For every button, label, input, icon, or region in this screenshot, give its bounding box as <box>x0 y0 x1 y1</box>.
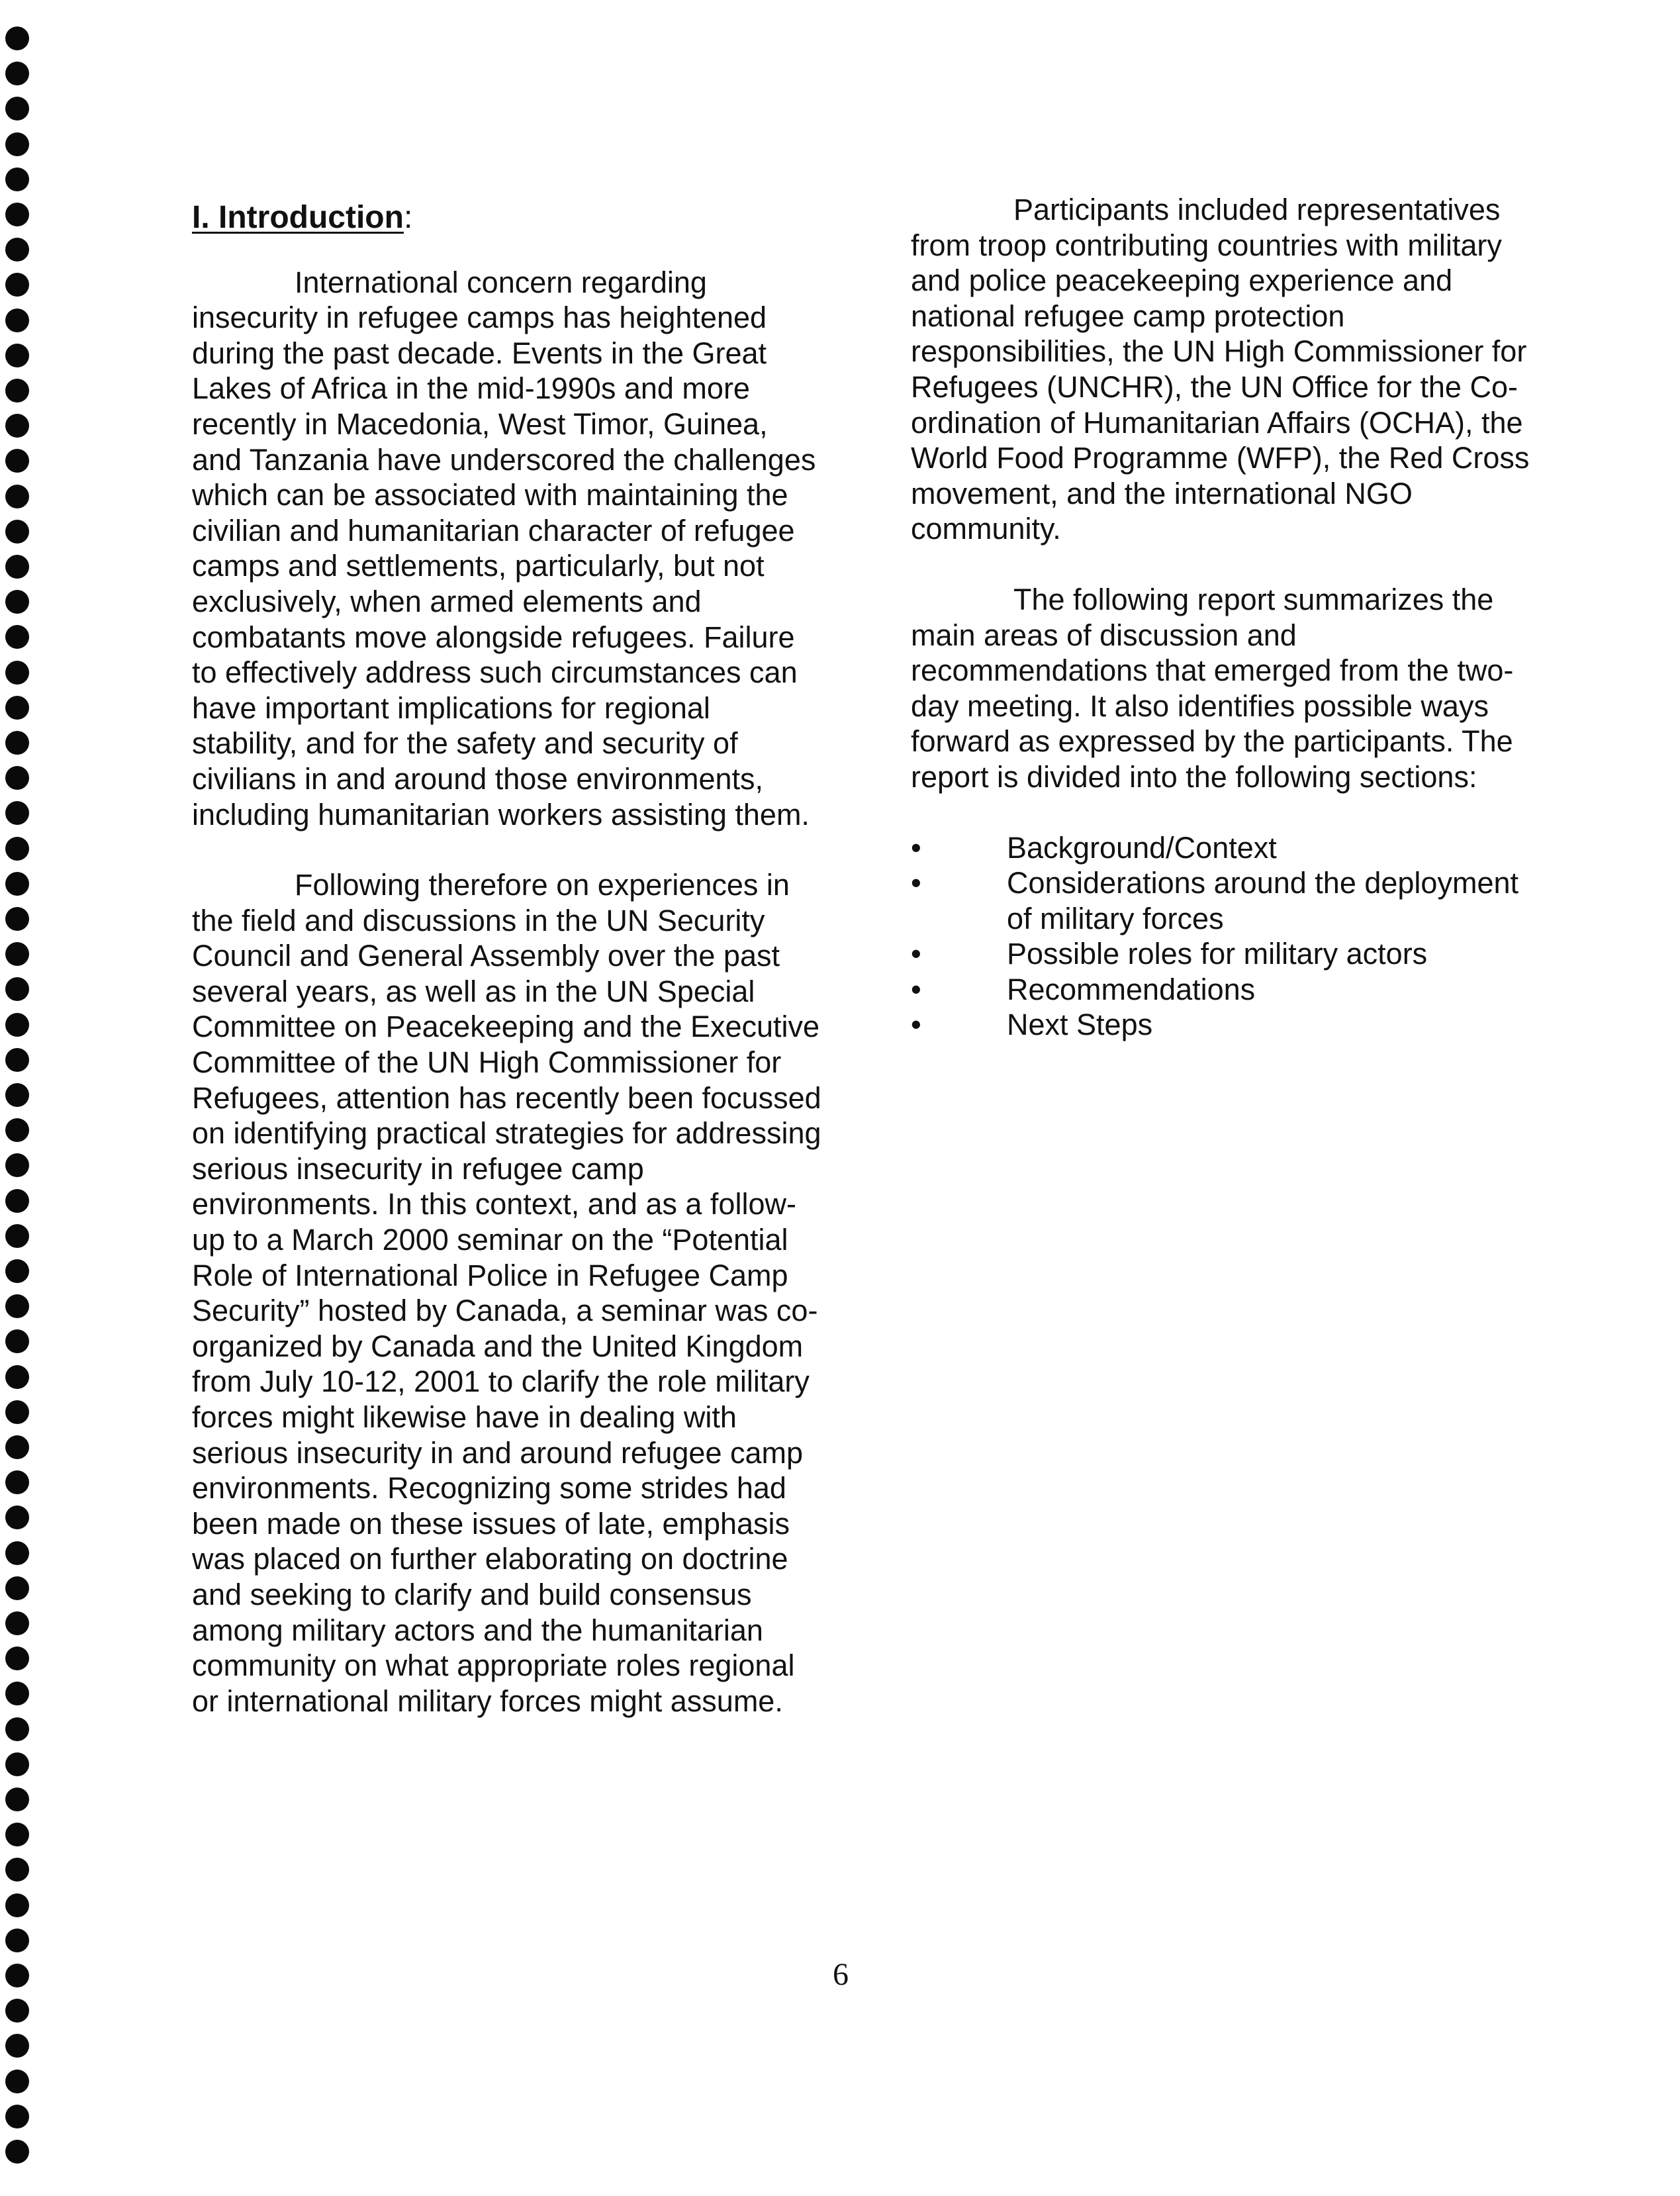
section-heading-colon: : <box>403 200 413 235</box>
binding-hole <box>5 309 29 332</box>
binding-hole <box>5 1294 29 1318</box>
binding-hole <box>5 1788 29 1811</box>
binding-hole <box>5 344 29 367</box>
bullet-icon: • <box>911 937 921 971</box>
list-item <box>911 972 1540 1008</box>
binding-hole <box>5 26 29 50</box>
binding-hole <box>5 97 29 120</box>
binding-hole <box>5 1329 29 1353</box>
binding-hole <box>5 555 29 579</box>
list-item <box>911 936 1540 972</box>
bullet-icon: • <box>911 972 921 1006</box>
bullet-icon: • <box>911 1008 921 1042</box>
bullet-icon: • <box>911 866 921 900</box>
binding-hole <box>5 872 29 896</box>
binding-hole <box>5 977 29 1001</box>
bullet-icon: • <box>911 830 921 865</box>
binding-hole <box>5 1470 29 1494</box>
intro-paragraph-2: Following therefore on experiences in the field and discussions in the UN Security Council and General Assembly over the past several years, as well as in the UN Special Committee on Peacekeeping and the Executive Committee of the UN High Commissioner for Refugees, attention has recently been focussed on identifying practical strategies for addressing serious insecurity in refugee camp environments. In this context, and as a follow-up to a March 2000 seminar on the “Potential Role of International Police in Refugee Camp Security” hosted by Canada, a seminar was co-organized by Canada and the United Kingdom from July 10-12, 2001 to clarify the role military forces might likewise have in dealing with serious insecurity in and around refugee camp environments. Recognizing some strides had been made on these issues of late, emphasis was placed on further elaborating on doctrine and seeking to clarify and build consensus among military actors and the humanitarian community on what appropriate roles regional or international military forces might assume. <box>192 868 821 1718</box>
binding-hole <box>5 2070 29 2093</box>
binding-hole <box>5 1893 29 1917</box>
binding-hole <box>5 1505 29 1529</box>
list-item-label: Possible roles for military actors <box>1007 937 1428 971</box>
binding-hole <box>5 907 29 931</box>
binding-hole <box>5 1400 29 1424</box>
list-item <box>911 1007 1540 1043</box>
binding-hole <box>5 485 29 508</box>
binding-hole <box>5 1083 29 1107</box>
report-summary-paragraph: The following report summarizes the main areas of discussion and recommendations that emerged from the two-day meeting. It also identifies possible ways forward as expressed by the participants. The report is divided into the following sections: <box>911 582 1514 794</box>
binding-hole <box>5 625 29 649</box>
binding-hole <box>5 1999 29 2023</box>
binding-hole <box>5 1013 29 1037</box>
list-item-label: Next Steps <box>1007 1008 1153 1042</box>
binding-hole <box>5 1682 29 1705</box>
binding-hole <box>5 942 29 966</box>
binding-hole <box>5 1611 29 1635</box>
page-number: 6 <box>833 1957 849 1992</box>
binding-hole <box>5 1823 29 1846</box>
binding-hole <box>5 837 29 861</box>
binding-hole <box>5 1048 29 1072</box>
participants-paragraph: Participants included representatives from troop contributing countries with military and police peacekeeping experience and national refugee camp protection responsibilities, the UN High Commissioner for Refugees (UNCHR), the UN Office for the Co-ordination of Humanitarian Affairs (OCHA), the World Food Programme (WFP), the Red Cross movement, and the international NGO community. <box>911 193 1530 546</box>
binding-hole <box>5 1964 29 1987</box>
binding-hole <box>5 2140 29 2164</box>
list-item <box>911 830 1540 866</box>
binding-hole <box>5 62 29 85</box>
report-sections-list <box>911 830 1540 1043</box>
binding-hole <box>5 203 29 226</box>
section-heading <box>192 200 822 236</box>
binding-hole <box>5 696 29 720</box>
intro-paragraph-1: International concern regarding insecurity in refugee camps has heightened during the past decade. Events in the Great Lakes of Africa in the mid-1990s and more recently in Macedonia, West Timor, Guinea, and Tanzania have underscored the challenges which can be associated with maintaining the civilian and humanitarian character of refugee camps and settlements, particularly, but not exclusively, when armed elements and combatants move alongside refugees. Failure to effectively address such circumstances can have important implications for regional stability, and for the safety and security of civilians in and around those environments, including humanitarian workers assisting them. <box>192 265 816 832</box>
list-item-label: Recommendations <box>1007 972 1256 1006</box>
binding-hole <box>5 1435 29 1459</box>
binding-hole <box>5 766 29 790</box>
spiral-binding <box>0 26 40 2191</box>
binding-hole <box>5 2105 29 2128</box>
list-item-label: Considerations around the deployment of military forces <box>1007 866 1518 935</box>
binding-hole <box>5 1365 29 1389</box>
binding-hole <box>5 1541 29 1565</box>
binding-hole <box>5 414 29 438</box>
section-heading-title: I. Introduction <box>192 200 404 235</box>
binding-hole <box>5 273 29 297</box>
binding-hole <box>5 2034 29 2058</box>
binding-hole <box>5 1717 29 1741</box>
binding-hole <box>5 1858 29 1882</box>
list-item-label: Background/Context <box>1007 830 1277 865</box>
binding-hole <box>5 1153 29 1177</box>
right-column <box>911 192 1540 1043</box>
binding-hole <box>5 520 29 544</box>
binding-hole <box>5 1189 29 1213</box>
binding-hole <box>5 1752 29 1776</box>
left-column <box>187 192 822 1719</box>
binding-hole <box>5 1576 29 1600</box>
list-item <box>911 865 1540 936</box>
binding-hole <box>5 1647 29 1670</box>
binding-hole <box>5 590 29 614</box>
binding-hole <box>5 132 29 156</box>
binding-hole <box>5 379 29 403</box>
binding-hole <box>5 167 29 191</box>
binding-hole <box>5 731 29 755</box>
binding-hole <box>5 1259 29 1283</box>
binding-hole <box>5 1118 29 1142</box>
binding-hole <box>5 238 29 262</box>
binding-hole <box>5 1929 29 1952</box>
binding-hole <box>5 661 29 685</box>
binding-hole <box>5 801 29 825</box>
binding-hole <box>5 1224 29 1248</box>
binding-hole <box>5 449 29 473</box>
